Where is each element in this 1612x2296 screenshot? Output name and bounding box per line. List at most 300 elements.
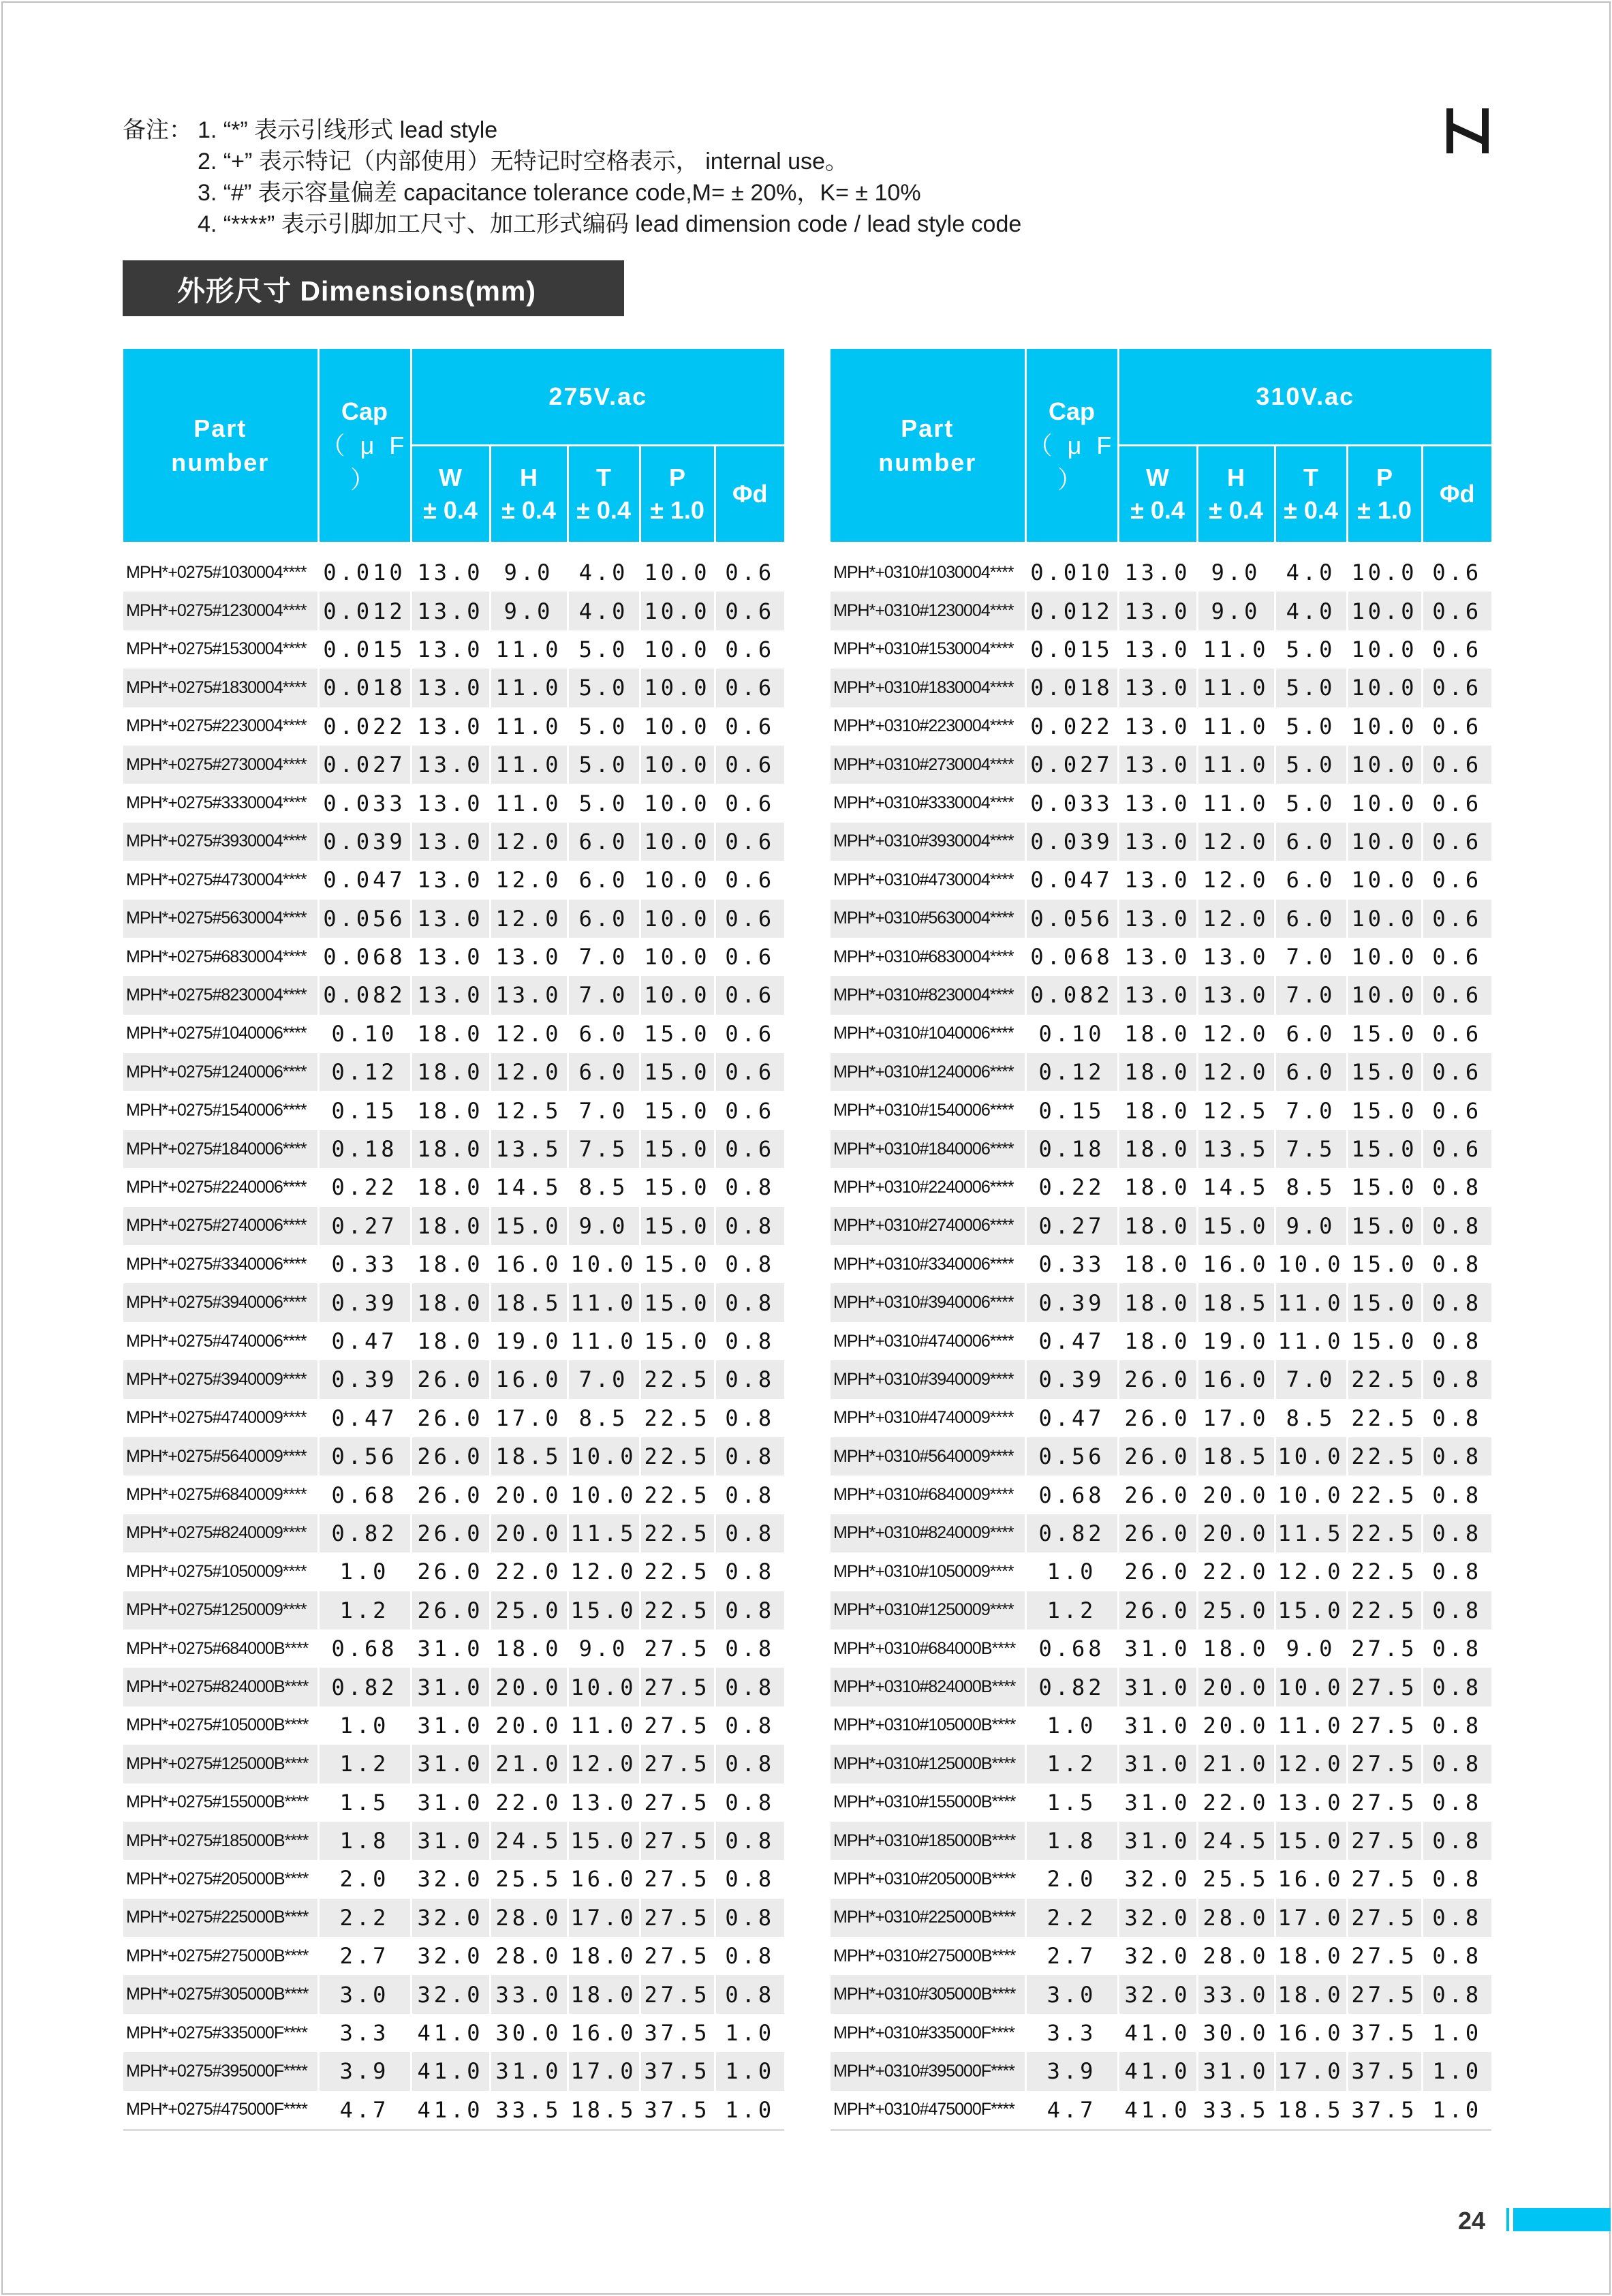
p-cell: 37.5 bbox=[640, 2014, 715, 2052]
table-row bbox=[123, 1514, 784, 1552]
p-cell: 22.5 bbox=[1347, 1437, 1422, 1475]
table-row bbox=[123, 938, 784, 976]
page-number: 24 bbox=[1458, 2207, 1486, 2235]
h-cell: 11.0 bbox=[1197, 784, 1275, 822]
t-cell: 6.0 bbox=[568, 900, 640, 938]
t-cell: 8.5 bbox=[568, 1399, 640, 1437]
part-number-cell: MPH*+0275#6840009**** bbox=[123, 1475, 318, 1514]
table-row bbox=[831, 861, 1491, 899]
h-cell: 12.0 bbox=[490, 900, 568, 938]
part-number-cell: MPH*+0275#1030004**** bbox=[123, 553, 318, 592]
h-cell: 16.0 bbox=[490, 1360, 568, 1398]
part-number-cell: MPH*+0310#824000B**** bbox=[831, 1668, 1025, 1706]
p-cell: 10.0 bbox=[640, 976, 715, 1014]
p-cell: 15.0 bbox=[1347, 1207, 1422, 1245]
note-text: 1. “*” 表示引线形式 lead style bbox=[198, 117, 498, 143]
h-cell: 28.0 bbox=[1197, 1899, 1275, 1937]
p-cell: 15.0 bbox=[1347, 1015, 1422, 1053]
table-row bbox=[123, 823, 784, 861]
p-cell: 27.5 bbox=[640, 1860, 715, 1898]
p-cell: 27.5 bbox=[1347, 1860, 1422, 1898]
lead-diameter-cell: 0.8 bbox=[715, 1629, 784, 1668]
w-cell: 18.0 bbox=[411, 1130, 490, 1168]
part-number-cell: MPH*+0310#5640009**** bbox=[831, 1437, 1025, 1475]
lead-diameter-cell: 0.6 bbox=[1422, 900, 1491, 938]
h-cell: 28.0 bbox=[490, 1899, 568, 1937]
table-row bbox=[831, 746, 1491, 784]
t-cell: 5.0 bbox=[1275, 707, 1347, 746]
cap-cell: 0.12 bbox=[318, 1053, 411, 1091]
table-row bbox=[831, 1168, 1491, 1206]
cap-cell: 0.12 bbox=[1025, 1053, 1118, 1091]
w-cell: 18.0 bbox=[1118, 1322, 1197, 1360]
lead-diameter-cell: 0.8 bbox=[715, 1207, 784, 1245]
w-cell: 26.0 bbox=[1118, 1360, 1197, 1398]
lead-diameter-cell: 0.8 bbox=[1422, 1437, 1491, 1475]
h-cell: 19.0 bbox=[1197, 1322, 1275, 1360]
t-cell: 5.0 bbox=[1275, 784, 1347, 822]
cap-cell: 2.7 bbox=[318, 1937, 411, 1975]
part-number-cell: MPH*+0275#1530004**** bbox=[123, 630, 318, 669]
w-cell: 13.0 bbox=[411, 784, 490, 822]
lead-diameter-cell: 0.6 bbox=[1422, 938, 1491, 976]
cap-cell: 0.012 bbox=[1025, 592, 1118, 630]
h-cell: 31.0 bbox=[1197, 2052, 1275, 2090]
lead-diameter-cell: 0.6 bbox=[1422, 630, 1491, 669]
part-number-cell: MPH*+0310#225000B**** bbox=[831, 1899, 1025, 1937]
t-cell: 6.0 bbox=[568, 861, 640, 899]
p-cell: 37.5 bbox=[640, 2052, 715, 2090]
cap-cell: 0.012 bbox=[318, 592, 411, 630]
table-row bbox=[831, 1207, 1491, 1245]
lead-diameter-cell: 0.6 bbox=[1422, 707, 1491, 746]
p-cell: 10.0 bbox=[640, 592, 715, 630]
part-number-cell: MPH*+0310#1040006**** bbox=[831, 1015, 1025, 1053]
p-cell: 27.5 bbox=[640, 1937, 715, 1975]
cap-cell: 1.0 bbox=[1025, 1552, 1118, 1591]
h-cell: 28.0 bbox=[1197, 1937, 1275, 1975]
part-number-cell: MPH*+0275#1040006**** bbox=[123, 1015, 318, 1053]
p-cell: 10.0 bbox=[1347, 746, 1422, 784]
w-cell: 13.0 bbox=[411, 669, 490, 707]
w-cell: 32.0 bbox=[1118, 1975, 1197, 2013]
header-cap: Cap （ μ F ） bbox=[318, 349, 411, 543]
part-number-cell: MPH*+0275#1250009**** bbox=[123, 1591, 318, 1629]
w-cell: 13.0 bbox=[411, 592, 490, 630]
part-number-cell: MPH*+0275#2240006**** bbox=[123, 1168, 318, 1206]
cap-cell: 3.3 bbox=[1025, 2014, 1118, 2052]
h-cell: 22.0 bbox=[490, 1784, 568, 1822]
cap-cell: 0.82 bbox=[318, 1668, 411, 1706]
t-cell: 18.0 bbox=[568, 1937, 640, 1975]
table-row bbox=[831, 1975, 1491, 2013]
part-number-cell: MPH*+0310#105000B**** bbox=[831, 1706, 1025, 1745]
t-cell: 7.0 bbox=[1275, 1360, 1347, 1398]
lead-diameter-cell: 0.8 bbox=[1422, 1399, 1491, 1437]
h-cell: 30.0 bbox=[490, 2014, 568, 2052]
h-cell: 16.0 bbox=[1197, 1360, 1275, 1398]
lead-diameter-cell: 0.8 bbox=[1422, 1514, 1491, 1552]
w-cell: 13.0 bbox=[1118, 976, 1197, 1014]
part-number-cell: MPH*+0310#4740006**** bbox=[831, 1322, 1025, 1360]
w-cell: 41.0 bbox=[411, 2014, 490, 2052]
cap-cell: 1.2 bbox=[318, 1745, 411, 1783]
p-cell: 15.0 bbox=[640, 1322, 715, 1360]
w-cell: 26.0 bbox=[1118, 1475, 1197, 1514]
t-cell: 10.0 bbox=[568, 1437, 640, 1475]
table-row bbox=[831, 1706, 1491, 1745]
header-h: H ± 0.4 bbox=[490, 446, 568, 543]
t-cell: 11.0 bbox=[1275, 1706, 1347, 1745]
cap-cell: 0.47 bbox=[1025, 1399, 1118, 1437]
cap-cell: 0.18 bbox=[1025, 1130, 1118, 1168]
p-cell: 10.0 bbox=[1347, 707, 1422, 746]
t-cell: 7.0 bbox=[568, 938, 640, 976]
part-number-cell: MPH*+0310#335000F**** bbox=[831, 2014, 1025, 2052]
w-cell: 18.0 bbox=[1118, 1130, 1197, 1168]
lead-diameter-cell: 0.8 bbox=[1422, 1975, 1491, 2013]
h-cell: 25.5 bbox=[490, 1860, 568, 1898]
p-cell: 27.5 bbox=[1347, 1822, 1422, 1860]
p-cell: 22.5 bbox=[1347, 1552, 1422, 1591]
p-cell: 10.0 bbox=[1347, 823, 1422, 861]
h-cell: 9.0 bbox=[1197, 553, 1275, 592]
t-cell: 6.0 bbox=[568, 823, 640, 861]
p-cell: 10.0 bbox=[640, 669, 715, 707]
cap-cell: 0.033 bbox=[318, 784, 411, 822]
p-cell: 22.5 bbox=[640, 1552, 715, 1591]
part-number-cell: MPH*+0310#6830004**** bbox=[831, 938, 1025, 976]
h-cell: 20.0 bbox=[490, 1706, 568, 1745]
t-cell: 7.0 bbox=[1275, 938, 1347, 976]
t-cell: 15.0 bbox=[568, 1591, 640, 1629]
h-cell: 11.0 bbox=[490, 669, 568, 707]
lead-diameter-cell: 0.6 bbox=[715, 861, 784, 899]
h-cell: 31.0 bbox=[490, 2052, 568, 2090]
lead-diameter-cell: 0.6 bbox=[715, 900, 784, 938]
p-cell: 27.5 bbox=[1347, 1784, 1422, 1822]
h-cell: 25.0 bbox=[490, 1591, 568, 1629]
w-cell: 13.0 bbox=[1118, 861, 1197, 899]
part-number-cell: MPH*+0275#1050009**** bbox=[123, 1552, 318, 1591]
part-number-cell: MPH*+0310#4740009**** bbox=[831, 1399, 1025, 1437]
t-cell: 16.0 bbox=[568, 2014, 640, 2052]
table-row bbox=[123, 1745, 784, 1783]
lead-diameter-cell: 0.8 bbox=[715, 1322, 784, 1360]
t-cell: 5.0 bbox=[568, 784, 640, 822]
w-cell: 32.0 bbox=[1118, 1937, 1197, 1975]
table-row bbox=[123, 1322, 784, 1360]
t-cell: 11.0 bbox=[1275, 1322, 1347, 1360]
lead-diameter-cell: 0.8 bbox=[715, 1937, 784, 1975]
cap-cell: 1.5 bbox=[318, 1784, 411, 1822]
cap-cell: 0.015 bbox=[1025, 630, 1118, 669]
part-number-cell: MPH*+0310#684000B**** bbox=[831, 1629, 1025, 1668]
h-cell: 18.5 bbox=[490, 1283, 568, 1321]
table-row bbox=[123, 1130, 784, 1168]
w-cell: 13.0 bbox=[411, 746, 490, 784]
part-number-cell: MPH*+0310#2240006**** bbox=[831, 1168, 1025, 1206]
part-number-cell: MPH*+0310#3940009**** bbox=[831, 1360, 1025, 1398]
cap-cell: 0.56 bbox=[318, 1437, 411, 1475]
cap-cell: 0.10 bbox=[318, 1015, 411, 1053]
cap-cell: 0.056 bbox=[1025, 900, 1118, 938]
t-cell: 12.0 bbox=[568, 1552, 640, 1591]
part-number-cell: MPH*+0275#4730004**** bbox=[123, 861, 318, 899]
part-number-cell: MPH*+0310#1230004**** bbox=[831, 592, 1025, 630]
t-cell: 10.0 bbox=[1275, 1475, 1347, 1514]
lead-diameter-cell: 0.6 bbox=[715, 1015, 784, 1053]
p-cell: 15.0 bbox=[1347, 1283, 1422, 1321]
t-cell: 11.5 bbox=[1275, 1514, 1347, 1552]
w-cell: 13.0 bbox=[411, 861, 490, 899]
table-row bbox=[123, 1245, 784, 1283]
page-number-divider bbox=[1506, 2208, 1509, 2231]
h-cell: 18.0 bbox=[1197, 1629, 1275, 1668]
cap-cell: 3.3 bbox=[318, 2014, 411, 2052]
h-cell: 22.0 bbox=[1197, 1784, 1275, 1822]
p-cell: 27.5 bbox=[1347, 1629, 1422, 1668]
p-cell: 10.0 bbox=[1347, 784, 1422, 822]
w-cell: 13.0 bbox=[1118, 707, 1197, 746]
w-cell: 26.0 bbox=[1118, 1437, 1197, 1475]
note-text: 3. “#” 表示容量偏差 capacitance tolerance code,M= ± 20%，K= ± 10% bbox=[198, 180, 921, 206]
p-cell: 22.5 bbox=[640, 1399, 715, 1437]
h-cell: 25.5 bbox=[1197, 1860, 1275, 1898]
note-item bbox=[123, 177, 1021, 209]
p-cell: 37.5 bbox=[1347, 2014, 1422, 2052]
w-cell: 18.0 bbox=[411, 1168, 490, 1206]
w-cell: 13.0 bbox=[411, 630, 490, 669]
table-body bbox=[831, 543, 1491, 2130]
h-cell: 13.5 bbox=[1197, 1130, 1275, 1168]
lead-diameter-cell: 1.0 bbox=[715, 2052, 784, 2090]
lead-diameter-cell: 0.8 bbox=[1422, 1937, 1491, 1975]
lead-diameter-cell: 0.8 bbox=[1422, 1552, 1491, 1591]
h-cell: 17.0 bbox=[490, 1399, 568, 1437]
t-cell: 9.0 bbox=[1275, 1207, 1347, 1245]
page-number-bar bbox=[1513, 2208, 1611, 2231]
part-number-cell: MPH*+0310#475000F**** bbox=[831, 2091, 1025, 2130]
table-row bbox=[831, 592, 1491, 630]
t-cell: 8.5 bbox=[1275, 1399, 1347, 1437]
lead-diameter-cell: 0.6 bbox=[1422, 592, 1491, 630]
cap-cell: 2.2 bbox=[1025, 1899, 1118, 1937]
p-cell: 10.0 bbox=[1347, 669, 1422, 707]
lead-diameter-cell: 0.6 bbox=[715, 630, 784, 669]
cap-cell: 0.82 bbox=[1025, 1668, 1118, 1706]
lead-diameter-cell: 0.6 bbox=[715, 823, 784, 861]
t-cell: 5.0 bbox=[568, 746, 640, 784]
lead-diameter-cell: 0.8 bbox=[715, 1706, 784, 1745]
part-number-cell: MPH*+0275#1240006**** bbox=[123, 1053, 318, 1091]
cap-cell: 0.022 bbox=[1025, 707, 1118, 746]
p-cell: 10.0 bbox=[1347, 553, 1422, 592]
t-cell: 15.0 bbox=[568, 1822, 640, 1860]
cap-cell: 3.9 bbox=[1025, 2052, 1118, 2090]
lead-diameter-cell: 0.6 bbox=[1422, 861, 1491, 899]
cap-cell: 0.018 bbox=[1025, 669, 1118, 707]
w-cell: 18.0 bbox=[1118, 1283, 1197, 1321]
h-cell: 21.0 bbox=[490, 1745, 568, 1783]
h-cell: 24.5 bbox=[490, 1822, 568, 1860]
h-cell: 11.0 bbox=[1197, 669, 1275, 707]
table-row bbox=[831, 553, 1491, 592]
lead-diameter-cell: 0.8 bbox=[1422, 1168, 1491, 1206]
t-cell: 16.0 bbox=[1275, 1860, 1347, 1898]
h-cell: 14.5 bbox=[1197, 1168, 1275, 1206]
p-cell: 27.5 bbox=[1347, 1706, 1422, 1745]
part-number-cell: MPH*+0310#1030004**** bbox=[831, 553, 1025, 592]
h-cell: 18.0 bbox=[490, 1629, 568, 1668]
w-cell: 31.0 bbox=[411, 1706, 490, 1745]
h-cell: 15.0 bbox=[1197, 1207, 1275, 1245]
p-cell: 15.0 bbox=[640, 1130, 715, 1168]
cap-cell: 1.0 bbox=[318, 1706, 411, 1745]
t-cell: 10.0 bbox=[568, 1475, 640, 1514]
table-row bbox=[123, 1552, 784, 1591]
h-cell: 24.5 bbox=[1197, 1822, 1275, 1860]
table-row bbox=[123, 1899, 784, 1937]
h-cell: 20.0 bbox=[490, 1668, 568, 1706]
lead-diameter-cell: 0.6 bbox=[715, 1091, 784, 1129]
p-cell: 27.5 bbox=[640, 1668, 715, 1706]
w-cell: 13.0 bbox=[411, 553, 490, 592]
table-row bbox=[831, 669, 1491, 707]
p-cell: 27.5 bbox=[640, 1706, 715, 1745]
part-number-cell: MPH*+0275#5640009**** bbox=[123, 1437, 318, 1475]
lead-diameter-cell: 1.0 bbox=[1422, 2052, 1491, 2090]
lead-diameter-cell: 0.8 bbox=[715, 1399, 784, 1437]
cap-cell: 4.7 bbox=[1025, 2091, 1118, 2130]
p-cell: 15.0 bbox=[640, 1283, 715, 1321]
t-cell: 4.0 bbox=[1275, 592, 1347, 630]
t-cell: 18.0 bbox=[568, 1975, 640, 2013]
cap-cell: 0.039 bbox=[318, 823, 411, 861]
w-cell: 31.0 bbox=[411, 1822, 490, 1860]
cap-cell: 0.27 bbox=[318, 1207, 411, 1245]
p-cell: 27.5 bbox=[1347, 1937, 1422, 1975]
p-cell: 22.5 bbox=[640, 1475, 715, 1514]
t-cell: 18.0 bbox=[1275, 1937, 1347, 1975]
table-row bbox=[831, 1629, 1491, 1668]
cap-cell: 0.22 bbox=[1025, 1168, 1118, 1206]
p-cell: 15.0 bbox=[640, 1168, 715, 1206]
part-number-cell: MPH*+0275#824000B**** bbox=[123, 1668, 318, 1706]
t-cell: 12.0 bbox=[1275, 1745, 1347, 1783]
header-voltage: 275V.ac bbox=[411, 349, 784, 446]
cap-cell: 0.33 bbox=[1025, 1245, 1118, 1283]
part-number-cell: MPH*+0275#275000B**** bbox=[123, 1937, 318, 1975]
note-item bbox=[123, 146, 1021, 177]
part-number-cell: MPH*+0275#5630004**** bbox=[123, 900, 318, 938]
part-number-cell: MPH*+0275#4740006**** bbox=[123, 1322, 318, 1360]
h-cell: 13.0 bbox=[1197, 938, 1275, 976]
h-cell: 22.0 bbox=[490, 1552, 568, 1591]
part-number-cell: MPH*+0310#4730004**** bbox=[831, 861, 1025, 899]
t-cell: 11.5 bbox=[568, 1514, 640, 1552]
header-t: T ± 0.4 bbox=[1275, 446, 1347, 543]
t-cell: 16.0 bbox=[568, 1860, 640, 1898]
p-cell: 22.5 bbox=[640, 1360, 715, 1398]
lead-diameter-cell: 0.6 bbox=[1422, 1091, 1491, 1129]
table-row bbox=[831, 1552, 1491, 1591]
w-cell: 13.0 bbox=[1118, 746, 1197, 784]
table-row bbox=[123, 592, 784, 630]
w-cell: 13.0 bbox=[1118, 592, 1197, 630]
p-cell: 15.0 bbox=[640, 1207, 715, 1245]
cap-cell: 0.47 bbox=[318, 1322, 411, 1360]
lead-diameter-cell: 0.6 bbox=[715, 592, 784, 630]
p-cell: 15.0 bbox=[1347, 1322, 1422, 1360]
table-row bbox=[123, 976, 784, 1014]
t-cell: 5.0 bbox=[568, 669, 640, 707]
lead-diameter-cell: 0.6 bbox=[1422, 669, 1491, 707]
t-cell: 17.0 bbox=[568, 2052, 640, 2090]
w-cell: 32.0 bbox=[411, 1860, 490, 1898]
part-number-cell: MPH*+0310#185000B**** bbox=[831, 1822, 1025, 1860]
p-cell: 37.5 bbox=[640, 2091, 715, 2130]
note-item bbox=[123, 114, 1021, 146]
w-cell: 31.0 bbox=[1118, 1668, 1197, 1706]
t-cell: 18.0 bbox=[1275, 1975, 1347, 2013]
part-number-cell: MPH*+0275#305000B**** bbox=[123, 1975, 318, 2013]
part-number-cell: MPH*+0275#3330004**** bbox=[123, 784, 318, 822]
cap-cell: 0.56 bbox=[1025, 1437, 1118, 1475]
table-row bbox=[123, 1283, 784, 1321]
t-cell: 7.0 bbox=[1275, 1091, 1347, 1129]
t-cell: 16.0 bbox=[1275, 2014, 1347, 2052]
cap-cell: 2.7 bbox=[1025, 1937, 1118, 1975]
w-cell: 31.0 bbox=[1118, 1706, 1197, 1745]
t-cell: 15.0 bbox=[1275, 1822, 1347, 1860]
lead-diameter-cell: 1.0 bbox=[715, 2014, 784, 2052]
w-cell: 18.0 bbox=[411, 1091, 490, 1129]
cap-cell: 0.10 bbox=[1025, 1015, 1118, 1053]
h-cell: 20.0 bbox=[1197, 1668, 1275, 1706]
lead-diameter-cell: 0.8 bbox=[1422, 1860, 1491, 1898]
p-cell: 27.5 bbox=[640, 1899, 715, 1937]
table-row bbox=[123, 1091, 784, 1129]
p-cell: 10.0 bbox=[640, 707, 715, 746]
table-row bbox=[831, 1937, 1491, 1975]
part-number-cell: MPH*+0310#3340006**** bbox=[831, 1245, 1025, 1283]
table-row bbox=[123, 1629, 784, 1668]
part-number-cell: MPH*+0310#3940006**** bbox=[831, 1283, 1025, 1321]
table-row bbox=[831, 1668, 1491, 1706]
part-number-cell: MPH*+0310#155000B**** bbox=[831, 1784, 1025, 1822]
w-cell: 31.0 bbox=[411, 1745, 490, 1783]
part-number-cell: MPH*+0310#2740006**** bbox=[831, 1207, 1025, 1245]
lead-diameter-cell: 0.6 bbox=[715, 1053, 784, 1091]
header-h: H ± 0.4 bbox=[1197, 446, 1275, 543]
p-cell: 10.0 bbox=[640, 630, 715, 669]
cap-cell: 1.0 bbox=[318, 1552, 411, 1591]
section-title bbox=[123, 260, 624, 316]
w-cell: 41.0 bbox=[1118, 2014, 1197, 2052]
t-cell: 7.0 bbox=[568, 1360, 640, 1398]
w-cell: 13.0 bbox=[1118, 630, 1197, 669]
part-number-cell: MPH*+0310#275000B**** bbox=[831, 1937, 1025, 1975]
w-cell: 31.0 bbox=[411, 1668, 490, 1706]
t-cell: 5.0 bbox=[1275, 669, 1347, 707]
h-cell: 18.5 bbox=[1197, 1283, 1275, 1321]
p-cell: 10.0 bbox=[640, 784, 715, 822]
lead-diameter-cell: 0.8 bbox=[1422, 1475, 1491, 1514]
p-cell: 10.0 bbox=[640, 746, 715, 784]
w-cell: 13.0 bbox=[411, 823, 490, 861]
cap-cell: 0.068 bbox=[1025, 938, 1118, 976]
